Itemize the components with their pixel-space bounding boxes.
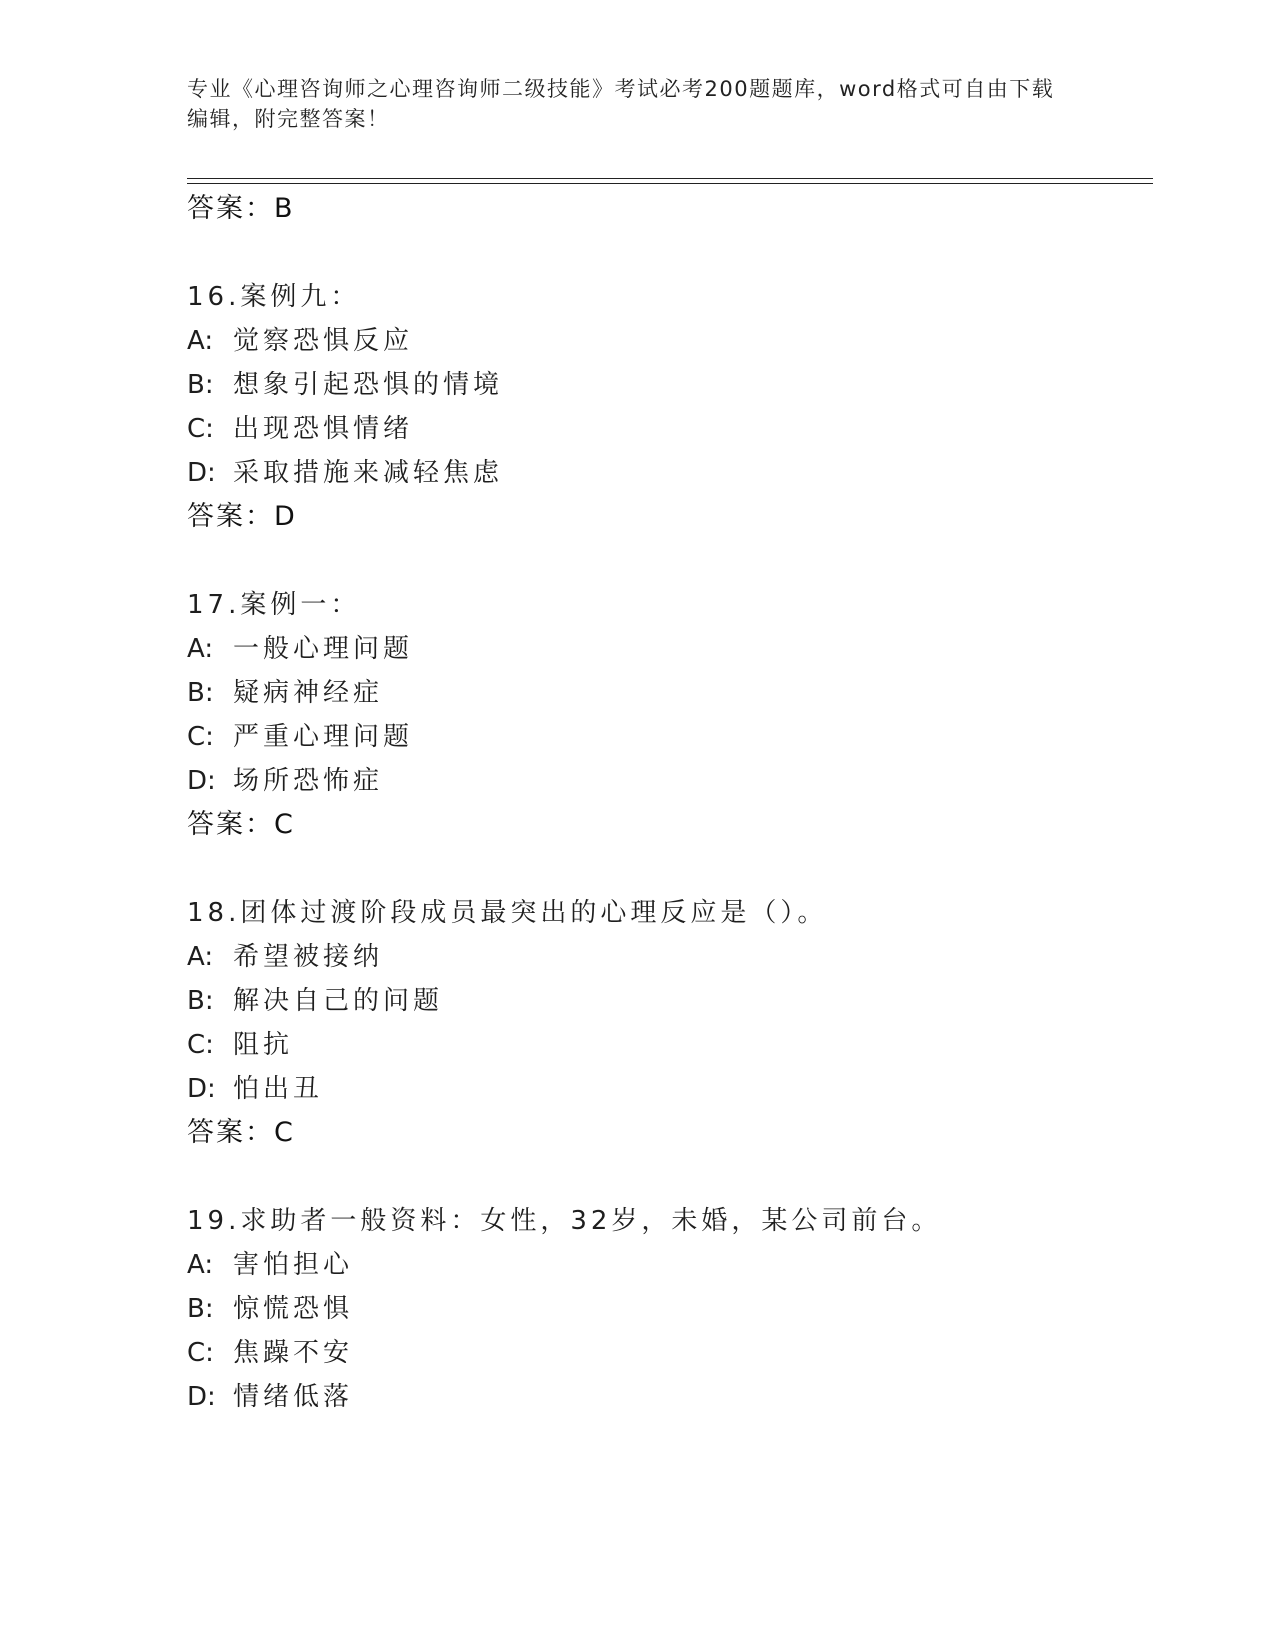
- option-19-d: [187, 1381, 353, 1413]
- option-16-b: [187, 369, 503, 401]
- option-letter: B:: [187, 1294, 214, 1324]
- answer-line-15: [187, 193, 295, 225]
- question-stem-16: 16.案例九：: [187, 282, 361, 312]
- option-text: 觉察恐惧反应: [233, 326, 414, 356]
- option-17-a: [187, 633, 413, 665]
- answer-prefix: 答案：: [187, 809, 274, 840]
- answer-value: B: [274, 193, 295, 224]
- option-text: 焦躁不安: [233, 1338, 354, 1368]
- document-intro: 专业《心理咨询师之心理咨询师二级技能》考试必考200题题库，word格式可自由下载编辑，附完整答案！: [187, 77, 1055, 131]
- option-letter: C:: [187, 1030, 214, 1060]
- option-letter: C:: [187, 414, 214, 444]
- question-stem-17: 17.案例一：: [187, 590, 361, 620]
- option-letter: D:: [187, 1074, 216, 1104]
- question-stem-18: 18.团体过渡阶段成员最突出的心理反应是（）。: [187, 898, 828, 928]
- option-text: 惊慌恐惧: [233, 1294, 354, 1324]
- answer-prefix: 答案：: [187, 1117, 274, 1148]
- option-text: 一般心理问题: [233, 634, 414, 664]
- option-letter: D:: [187, 766, 216, 796]
- option-16-c: [187, 413, 413, 445]
- answer-prefix: 答案：: [187, 193, 274, 224]
- answer-value: C: [274, 1117, 295, 1148]
- option-letter: D:: [187, 458, 216, 488]
- answer-line-16: [187, 501, 297, 533]
- option-letter: A:: [187, 1250, 214, 1280]
- option-letter: D:: [187, 1382, 216, 1412]
- option-text: 怕出丑: [233, 1074, 324, 1104]
- option-text: 出现恐惧情绪: [233, 414, 414, 444]
- option-text: 希望被接纳: [233, 942, 384, 972]
- answer-value: C: [274, 809, 295, 840]
- option-17-c: [187, 721, 413, 753]
- option-19-b: [187, 1293, 353, 1325]
- question-stem-19: 19.求助者一般资料：女性，32岁，未婚，某公司前台。: [187, 1206, 942, 1236]
- option-letter: B:: [187, 678, 214, 708]
- option-text: 情绪低落: [233, 1382, 354, 1412]
- option-text: 场所恐怖症: [233, 766, 384, 796]
- answer-line-18: [187, 1117, 295, 1149]
- option-16-a: [187, 325, 413, 357]
- option-19-c: [187, 1337, 353, 1369]
- option-18-d: [187, 1073, 323, 1105]
- option-letter: A:: [187, 634, 214, 664]
- header-divider-top: [187, 178, 1153, 179]
- answer-line-17: [187, 809, 295, 841]
- option-18-b: [187, 985, 443, 1017]
- option-text: 疑病神经症: [233, 678, 384, 708]
- option-letter: A:: [187, 942, 214, 972]
- option-text: 采取措施来减轻焦虑: [233, 458, 504, 488]
- option-18-c: [187, 1029, 293, 1061]
- option-letter: B:: [187, 370, 214, 400]
- option-text: 阻抗: [233, 1030, 294, 1060]
- option-text: 害怕担心: [233, 1250, 354, 1280]
- option-text: 想象引起恐惧的情境: [233, 370, 504, 400]
- option-letter: B:: [187, 986, 214, 1016]
- answer-value: D: [274, 501, 297, 532]
- option-letter: C:: [187, 1338, 214, 1368]
- option-18-a: [187, 941, 383, 973]
- option-16-d: [187, 457, 503, 489]
- option-letter: C:: [187, 722, 214, 752]
- answer-prefix: 答案：: [187, 501, 274, 532]
- option-17-b: [187, 677, 383, 709]
- option-text: 严重心理问题: [233, 722, 414, 752]
- option-19-a: [187, 1249, 353, 1281]
- option-letter: A:: [187, 326, 214, 356]
- option-text: 解决自己的问题: [233, 986, 444, 1016]
- header-divider-bottom: [187, 183, 1153, 184]
- option-17-d: [187, 765, 383, 797]
